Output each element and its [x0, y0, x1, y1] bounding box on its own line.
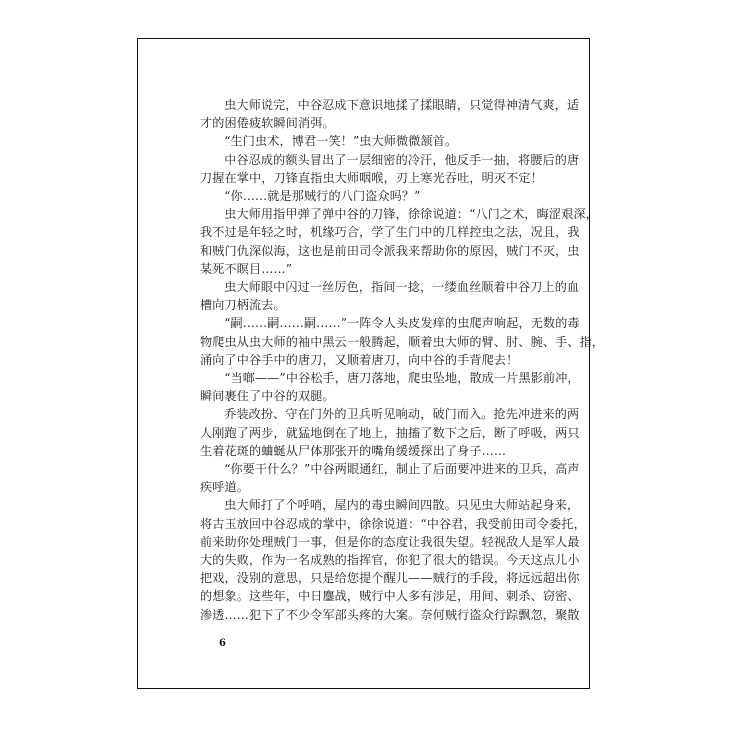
text-line: 虫大师打了个呼哨，屋内的毒虫瞬间四散。只见虫大师站起身来， — [224, 498, 580, 513]
text-line: 某死不瞑目……” — [200, 261, 293, 276]
text-line: 我不过是年轻之时，机缘巧合，学了生门中的几样控虫之法，况且，我 — [200, 225, 580, 240]
paragraph — [200, 151, 580, 187]
paragraph — [200, 96, 580, 132]
text-line: 虫大师用指甲弹了弹中谷的刀锋，徐徐说道：“八门之术，晦涩艰深， — [224, 207, 598, 222]
text-line: 和贼门仇深似海，这也是前田司令派我来帮助你的原因，贼门不灭，虫 — [200, 243, 580, 258]
text-line: “生门虫术，博君一笑！”虫大师微微颔首。 — [224, 134, 458, 149]
text-line: 疾呼道。 — [200, 480, 249, 495]
paragraph — [200, 314, 605, 369]
paragraph — [200, 278, 580, 314]
text-line: 将古玉放回中谷忍成的掌中，徐徐说道：“中谷君，我受前田司令委托， — [200, 516, 586, 531]
text-line: 大的失败，作为一名成熟的指挥官，你犯了很大的错误。今天这点儿小 — [200, 553, 580, 568]
text-line: 物爬虫从虫大师的袖中黑云一般腾起，顺着虫大师的臂、肘、腕、手、指， — [200, 334, 605, 349]
text-line: 的想象。这些年，中日鏖战，贼行中人多有涉足，用间、刺杀、窃密、 — [200, 589, 580, 604]
text-line: “你要干什么？”中谷两眼通红，制止了后面要冲进来的卫兵，高声 — [224, 462, 580, 477]
paragraph — [200, 205, 598, 278]
paragraph — [200, 460, 580, 496]
paragraph — [200, 369, 580, 405]
text-line: 前来助你处理贼门一事，但是你的态度让我很失望。轻视敌人是军人最 — [200, 534, 580, 549]
page-number: 6 — [219, 638, 226, 649]
text-line: 把戏，没别的意思，只是给您提个醒儿——贼行的手段，将远远超出你 — [200, 571, 580, 586]
text-line: 虫大师说完，中谷忍成下意识地揉了揉眼睛，只觉得神清气爽，适 — [224, 98, 580, 112]
text-line: 生着花斑的蛐蜒从尸体那张开的嘴角缓缓探出了身子…… — [200, 443, 507, 458]
text-line: 乔装改扮、守在门外的卫兵听见响动，破门而入。抢先冲进来的两 — [224, 407, 580, 422]
text-line: 才的困倦疲软瞬间消弭。 — [200, 116, 335, 131]
text-line: 瞬间裹住了中谷的双腿。 — [200, 389, 335, 404]
paragraph — [200, 405, 580, 460]
text-line: 中谷忍成的额头冒出了一层细密的冷汗，他反手一抽，将腰后的唐 — [224, 152, 580, 167]
text-line: 涌向了中谷手中的唐刀，又顺着唐刀，向中谷的手背爬去！ — [200, 352, 519, 367]
paragraph — [200, 496, 586, 623]
text-line: 人刚跑了两步，就猛地倒在了地上，抽搐了数下之后，断了呼吸，两只 — [200, 425, 580, 440]
text-line: 渗透……犯下了不少令军部头疼的大案。奈何贼行盗众行踪飘忽，聚散 — [200, 607, 580, 622]
text-line: 刀握在掌中，刀锋直指虫大师咽喉，刃上寒光吞吐，明灭不定！ — [200, 170, 543, 185]
body-text — [200, 96, 605, 624]
text-line: “当啷——”中谷松手，唐刀落地，爬虫坠地，散成一片黑影前冲， — [224, 371, 580, 386]
text-line: 槽向刀柄流去。 — [200, 298, 286, 313]
text-line: “嗣……嗣……嗣……”一阵令人头皮发痒的虫爬声响起，无数的毒 — [224, 316, 580, 331]
paragraph — [200, 132, 530, 150]
text-line: “你……就是那贼行的八门盗众吗？” — [224, 189, 421, 204]
paragraph — [200, 187, 530, 205]
text-line: 虫大师眼中闪过一丝厉色，指间一捻，一缕血丝顺着中谷刀上的血 — [224, 280, 580, 295]
